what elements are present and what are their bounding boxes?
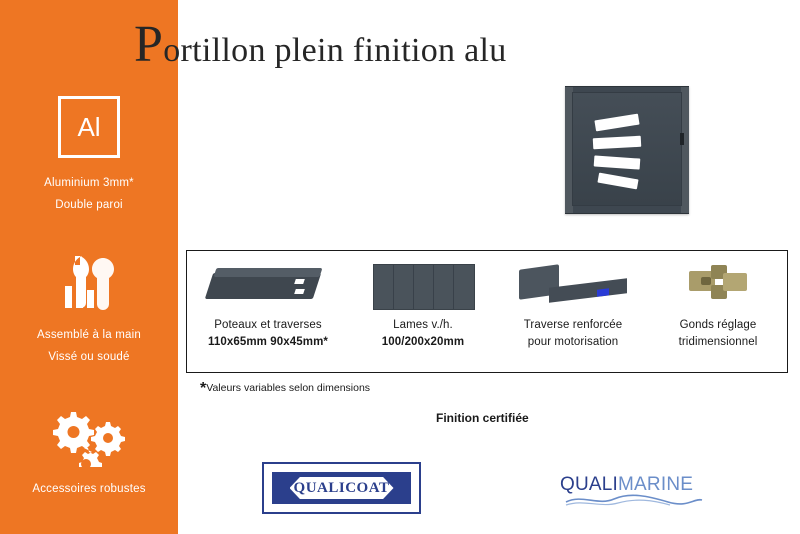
- qualimarine-logo-text: [560, 474, 693, 496]
- sidebar-block-aluminium: [0, 96, 178, 216]
- hinge-icon: [649, 251, 787, 317]
- aluminium-symbol-text: Al: [77, 111, 101, 142]
- footnote: [200, 380, 370, 398]
- qualimarine-logo: [560, 470, 706, 504]
- qualicoat-logo-frame: [272, 472, 411, 504]
- gate-decor-slat: [594, 155, 641, 169]
- feature-label-line1: Lames v./h.: [393, 319, 453, 331]
- footnote-text: Valeurs variables selon dimensions: [206, 382, 371, 394]
- gate-decor-slat: [597, 173, 638, 190]
- features-box: [186, 250, 788, 373]
- wrench-tools-icon: [57, 252, 121, 314]
- qualimarine-text-bold: QUALI: [560, 474, 619, 495]
- qualicoat-logo-text: QUALICOAT: [293, 479, 390, 496]
- footnote-star: *: [200, 380, 207, 397]
- page-title: [134, 16, 507, 73]
- feature-label-line2: tridimensionnel: [678, 336, 758, 348]
- gate-panel: [572, 92, 682, 206]
- page-title-initial: P: [134, 16, 164, 73]
- feature-label-line2: pour motorisation: [527, 336, 619, 348]
- sidebar-caption-line: Aluminium 3mm*: [44, 177, 134, 189]
- qualimarine-text-light: MARINE: [618, 474, 694, 495]
- qualimarine-wave-icon: [564, 494, 704, 506]
- feature-label-line1: Traverse renforcée: [523, 319, 623, 331]
- sidebar-block-assembly: [0, 252, 178, 368]
- feature-label-line2: 110x65mm 90x45mm*: [208, 336, 328, 348]
- sidebar: [0, 0, 178, 534]
- sidebar-block-accessories: [0, 410, 178, 500]
- post-profile-icon: [187, 251, 349, 317]
- gears-icon: [51, 410, 127, 468]
- feature-item: [349, 251, 497, 372]
- sidebar-caption-line: Double paroi: [55, 199, 123, 211]
- aluminium-square-icon: [58, 96, 120, 158]
- feature-item: [497, 251, 649, 372]
- sidebar-caption-line: Vissé ou soudé: [48, 351, 130, 363]
- reinforced-crossbar-icon: [497, 251, 649, 317]
- qualicoat-logo: [262, 462, 421, 514]
- feature-item: [649, 251, 787, 372]
- slats-panel-icon: [349, 251, 497, 317]
- sidebar-caption-line: Assemblé à la main: [37, 329, 141, 341]
- gate-post-right-icon: [681, 87, 689, 213]
- feature-label-line1: Gonds réglage: [679, 319, 757, 331]
- gate-photo: [565, 86, 689, 214]
- feature-label-line2: 100/200x20mm: [381, 336, 465, 348]
- sidebar-caption-line: Accessoires robustes: [32, 483, 146, 495]
- gate-decor-slat: [593, 136, 642, 149]
- certification-title: Finition certifiée: [436, 411, 529, 425]
- feature-item: [187, 251, 349, 372]
- gate-handle-icon: [680, 133, 684, 145]
- page-title-rest: ortillon plein finition alu: [163, 32, 507, 69]
- gate-decor-slat: [594, 114, 639, 132]
- feature-label-line1: Poteaux et traverses: [214, 319, 322, 331]
